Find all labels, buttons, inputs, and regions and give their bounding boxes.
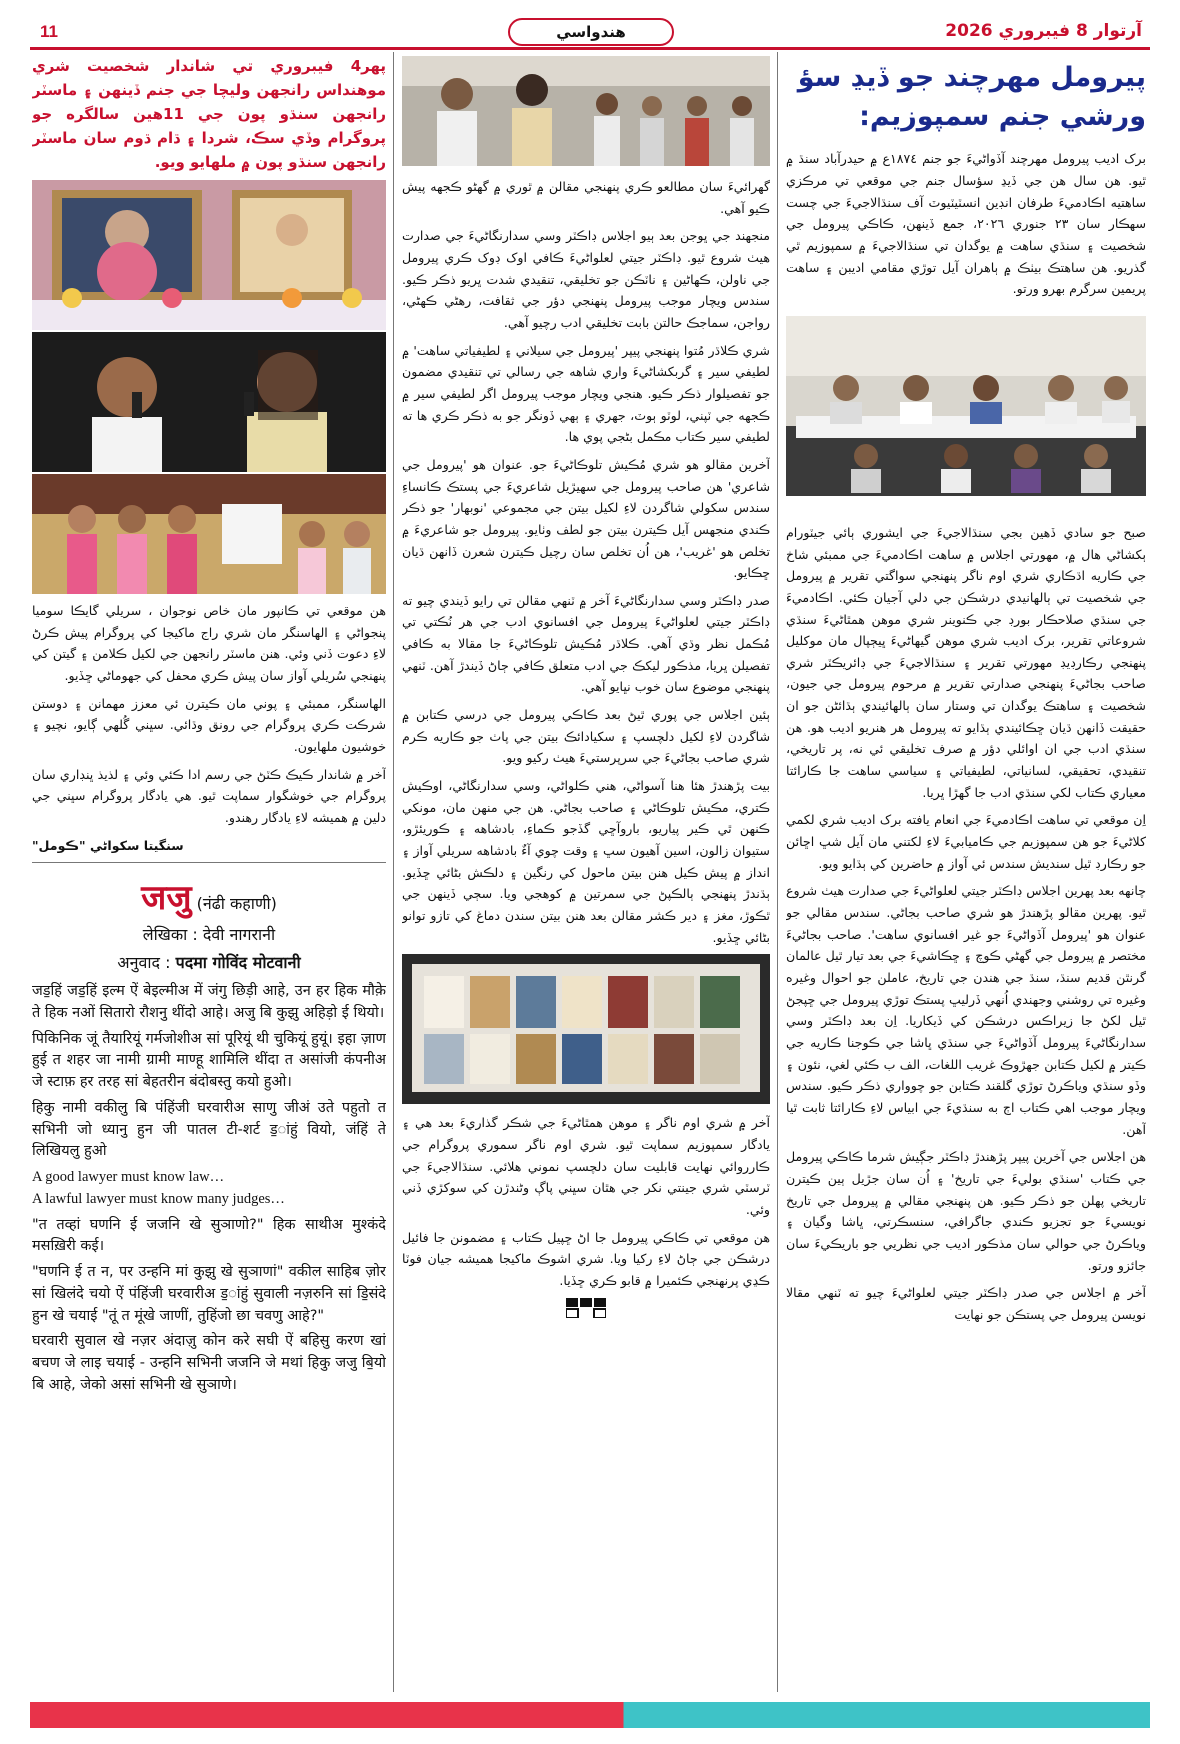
article-conclusion	[402, 1112, 770, 1291]
story-subtitle: (नंढी कहाणी)	[196, 894, 277, 914]
article-intro	[786, 148, 1146, 300]
paragraph: شري ڪلاڌر مُتوا پنهنجي پيپر 'پيرومل جي سيلاني ۽ لطيفياتي ساهت' ۾ لطيفي سير ۽ گربکشاڻيءَ واري شاهه جي رسالي تي تنقيدي مضمون جو تفصيلوار ذڪر ڪيو. هنجي ويچار موجب پيرومل اگر لطيفي سير ۾ ڪجهه جي ٽپني، لوٽو ٻوٽ، جهري ۽ ٻهي ڏونگر جو به ذڪر ڪري ها ته لطيفي سير ڪتاب مڪمل بڻجي پوي ها.	[402, 342, 770, 445]
paragraph: घरवारी सुवाल खे नज़र अंदाज़ु कोन करे सघी ऐं बहिसु करण खां बचण जे लाइ चयाई - उन्हनि सभिनी जजनि जे मथां हिकु जजु बि॒यो बि आहे, जेको असां सभिनी खे सुञाणे।	[32, 1333, 386, 1393]
books-exhibition-photo	[402, 954, 770, 1104]
end-mark	[402, 1298, 770, 1322]
story-title-block	[32, 873, 386, 919]
event-intro: پهر4 فيبروري تي شاندار شخصيت شري موهنداس رانجهن وليچا جي جنم ڏينهن ۽ ماسٽر رانجهن سنڌو پون جي 11هين سالگره جو پروگرام وڏي سڪ، شردا ۽ ڌام ڌوم سان ماسٽر رانجهن سنڌو پون ۾ ملهايو ويو.	[32, 57, 386, 171]
right-column	[786, 58, 1146, 1698]
story-body	[32, 981, 386, 1397]
paragraph: صدر ڊاڪٽر وسي سدارنگاڻيءَ آخر ۾ ٽنهي مقالن تي رايو ڏيندي چيو ته ڊاڪٽر جيتي لعلواڻيءَ پيرومل جي افسانوي ادب جي هر نُڪتي تي مُڪمل نظر وڌي آهي. ڪلاڌر مُڪيش تلوڪاڻيءَ جا مقالا به ڪافي تفصيلن ڀريا، مذڪور ليکڪ جي ادب متعلق ڪافي ڄاڻ ڏيندڙ آهن. ٽنهي پنهنجي موضوع سان خوب نڀايو آهي.	[402, 592, 770, 695]
english-line: A lawful lawyer must know many judges…	[32, 1190, 285, 1207]
translator-name: पदमा गोविंद मोटवानी	[175, 953, 301, 973]
page-header	[30, 18, 1150, 46]
paragraph: برک اديب پيرومل مهرچند آڏواڻيءَ جو جنم ١٨٧٤ع ۾ حيدرآباد سنڌ ۾ ٿيو. هن سال هن جي ڏيڍ سؤسال جنم جي موقعي تي مرڪزي ساهتيه اڪادميءَ طرفان انڊين انسٽيٽيوٽ آف سنڌالاجيءَ جي چست سهڪار سان ٢٣ جنوري ٢٠٢٦، جمع ڏينهن، ڪاڪي پيرومل جي شخصيت ۽ سنڌي ساهت ۾ يوگدان تي سنڌالاجيءَ ۾ سمپوزيم ٿي گذريو. هن ساهتڪ بيٺڪ ۾ ٻاهران آيل توڙي مقامي اديبن ۽ ساهت پريمين سرگرم بهرو ورتو.	[786, 151, 1146, 297]
middle-column	[402, 56, 770, 1696]
article-continued	[402, 176, 770, 948]
column-divider	[393, 52, 394, 1692]
issue-date: آرتوار 8 فيبروري 2026	[945, 21, 1142, 41]
paragraph: هن اجلاس جي آخرين پيپر پڙهندڙ ڊاڪٽر جڳيش شرما ڪاڪي پيرومل جي ڪتاب 'سنڌي بوليءَ جي تاريخ' ۽ اُن سان جڙيل ٻين ڪيترن تاريخي پهلن جو ذڪر ڪيو. هن پنهنجي مقالي ۾ پيرومل جي تاريخ نويسيءَ جو تجزيو ڪندي جاگرافي، سنسڪرتي، ڀاشا وگيان ۽ وياڪرڻ جي حوالي سان مذڪور اديب جي نظريي جو باريڪيءَ سان جائزو ورتو.	[786, 1149, 1146, 1273]
seminar-panel-photo	[786, 316, 1146, 496]
paragraph: صبح جو سادي ڏهين بجي سنڌالاجيءَ جي ايشوري ٻائي جيٽورام ٻکشاڻي هال ۾، مهورتي اجلاس ۾ ساهت اڪادميءَ جي ممبئي شاخ جي ڪاريه اڌڪاري شري اوم ناگر پنهنجي سواگتي تقرير ۾ پيرومل جي شخصيت تي ٻالهانيدي درشڪن جي دلي آجيان ڪئي. اڪادميءَ جي سنڌي صلاحڪار بورڊ جي ڪنوينر شري موهن همٿاڻيءَ سنڌي شروعاتي تقرير، برک اديب شري موهن گيهاڻيءَ ڀيڄپال مان موکليل پنهنجي رڪارڊيڊ مهورتي تقرير ۽ سنڌالاجيءَ جي ڊائريڪٽر شري صاحب بجاڻيءَ پنهنجي صدارتي تقرير ۾ مرحوم پيرومل جي جيون، شخصيت ۽ ساهتڪ يوگدان تي وستار سان ٻالهائيندي ٻڌائڻن جو ان حقيقت ڏانهن ڌيان ڇڪائيندي ٻڌايو ته پيرومل هر هنريو اديب هو. هن سنڌي ادب جي ان اوائلي دؤر ۾ صرف تخليقي ئي نه، پر تاريخي، تنقيدي، تحقيقي، لسانياتي، لطيفياتي ۽ سياسي ساهت جا ڪارائتا معياري ڪتاب لکي سنڌي ادب جا گهڙا ڀريا.	[786, 524, 1146, 800]
paragraph: "त तव्हां घणनि ई जजनि खे सुञाणो?" हिक साथीअ मुश्कंदे मसख़िरी कई।	[32, 1216, 386, 1255]
column-divider	[777, 52, 778, 1692]
paragraph: जड॒हिं जड॒हिं इल्म ऐं बेइल्मीअ में जंगु छिड़ी आहे, उन हर हिक मौक़े ते हिक नओं सितारो रौशनु थींदो आहे। अजु बि कुझु अहिड़ो ई थियो।	[32, 983, 386, 1021]
paragraph: آخرين مقالو هو شري مُڪيش تلوڪاڻيءَ جو. عنوان هو 'پيرومل جي شاعري' هن صاحب پيرومل جي سهيڙيل شاعريءَ جي پستڪ ڪانساءِ سندس سکولي شاگردن لاءِ لکيل بيتن جي مجموعي 'نوبهار' جو ذڪر ڪندي منجهس آيل ڪيترن بيتن جو لطف وٺايو. پيرومل جو شاعريءَ ۾ تخلص هو 'غريب'، هن اُن تخلص سان رچيل ڪيترن شعرن ڏانهن ڌيان ڇڪايو.	[402, 456, 770, 581]
portrait-altar-photo	[32, 180, 386, 330]
translator-line	[32, 951, 386, 973]
left-column	[32, 54, 386, 1694]
story-title: जजु	[141, 878, 192, 919]
paragraph: اِن موقعي تي ساهت اڪادميءَ جي انعام يافته برک اديب شري لکمي کلاڻيءَ جو هن سمپوزيم جي ڪاميابيءَ لاءِ لکتني مان آيل شڀ اڇائن جو رڪارڊ ٿيل سنديش سندس ئي آواز ۾ حاضرين کي ٻڌايو ويو.	[786, 812, 1146, 871]
paragraph: گهرائيءَ سان مطالعو ڪري پنهنجي مقالن ۾ ٿوري ۾ گهڻو ڪجهه پيش ڪيو آهي.	[402, 179, 770, 216]
paragraph: آخر ۾ شاندار ڪيڪ ڪٽڻ جي رسم ادا ڪئي وئي ۽ لذيذ ڀنڊاري سان پروگرام جي خوشگوار سماپت ٿيو. هي يادگار پروگرام سڀني جي دلين ۾ هميشه لاءِ يادگار رهندو.	[32, 766, 386, 825]
translator-label: अनुवाद :	[117, 953, 171, 973]
audience-photo	[402, 56, 770, 166]
end-ornament-icon	[566, 1298, 606, 1318]
paragraph: "घणनि ई त न, पर उन्हनि मां कुझु खे सुञाणां" वकील साहिब ज़ोर सां खिलंदे चयो ऐं पंहिंजी घरवारीअ ड॒ांहुं सुवाली नज़रुनि सां डि॒संदे हुन खे चयाई "तूं त मूंखे जाणीं, तुहिंजो छा चवणु आहे?"	[32, 1264, 386, 1324]
paragraph: ٻئين اجلاس جي پوري ٿيڻ بعد ڪاڪي پيرومل جي درسي ڪتابن ۾ شاگردن لاءِ لکيل دلچسپ ۽ سکيادائڪ بيتن جي پاٺ جو ڪاريه ڪرم شري صاحب بجاڻيءَ جي سرپرستيءَ هيٺ رکيو ويو.	[402, 707, 770, 766]
byline: سنگيتا سکواڻي "ڪومل"	[32, 837, 184, 853]
header-rule	[30, 47, 1150, 50]
paragraph: بيت پڙهندڙ هئا هنا آسواڻي، هني ڪلواڻي، وسي سدارنگاڻي، اوڪيش ڪتري، مڪيش تلوڪاڻي ۽ صاحب بجاڻي. هن جي منهن مان، مونکي ڪنهن ٿي ڪير پياريو، باروآڇي گڏجو ڪماءِ، بادشاهه ۽ ڪوريئڙو، ستيوان زالون، اسين آهيون سڀ ۽ وقت چوي آءٌ بادشاهه سريلي آواز ۽ انداز ۾ پيش ڪيل هنن بيتن ماحول کي رنگين ۽ دلڪش بڻائي ڇڏيو. ٻڌندڙ پنهنجي ٻالڪپڻ جي سمرتين ۾ کوهجي ويا. سڄي ڏينهن جي ٿڪوڙ، مغز ۽ دير ڪشر مقالن بعد هنن بيتن سندن دماغ کي تازو توانو بڻائي ڇڏيو.	[402, 778, 770, 945]
paragraph: آخر ۾ اجلاس جي صدر ڊاڪٽر جيتي لعلواڻيءَ چيو ته ٽنهي مقالا نويسن پيرومل جي پستڪن جو نهايت	[786, 1285, 1146, 1322]
footer-color-bar	[30, 1702, 1150, 1728]
paragraph: هن موقعي تي ڪاڪي پيرومل جا اڻ ڇپيل ڪتاب ۽ مضمونن جا فائيل درشڪن جي ڄاڻ لاءِ رکيا ويا. شري اشوڪ ماکيجا هميشه جيان فوٽا ڪڍي پرنهنجي ڪئميرا ۾ قابو ڪري ڇڏيا.	[402, 1229, 770, 1288]
paragraph: آخر ۾ شري اوم ناگر ۽ موهن همٿاڻيءَ جي شڪر گذاريءَ بعد هي ۽ يادگار سمپوزيم سماپت ٿيو. شري اوم ناگر سموري پروگرام جي ڪارروائي نهايت قابليت سان دلچسپ نموني هلائي. سنڌالاجيءَ جي ٽرسٽي شري جينتي نکر جي هٿان سڀني پاڳ وڻندڙن کي سوکڙي ڏني وئي.	[402, 1115, 770, 1217]
english-line: A good lawyer must know law…	[32, 1169, 225, 1186]
guests-photo	[32, 474, 386, 594]
section-divider	[32, 862, 386, 863]
masthead: هندواسي	[508, 18, 674, 46]
paragraph: منجهند جي ڀوجن بعد ٻيو اجلاس ڊاڪٽر وسي سدارنگاڻيءَ جي صدارت هيٺ شروع ٿيو. ڊاڪٽر جيتي لعلواڻيءَ ڪافي اوک ڊوک ڪري پيرومل جي ناولن، ڪهاڻين ۽ ناٽڪن جو تخليقي، تنقيدي شدت ڀريو ذڪر ڪيو. سندس ويچار موجب پيرومل پنهنجي دؤر جي ثقافت، رهڻي ڪهڻي، رواجن، سماجڪ حالتن بابت تخليقي ادب رچيو آهي.	[402, 228, 770, 330]
paragraph: الهاسنگر، ممبئي ۽ پوني مان ڪيترن ئي معزز مهمانن ۽ دوستن شرڪت ڪري پروگرام جي رونق وڌائي. سڀني گُلهي ڳايو، نچيو ۽ خوشيون ملهايون.	[32, 695, 386, 754]
singers-photo	[32, 332, 386, 472]
article-body	[786, 522, 1146, 1326]
paragraph: هن موقعي تي ڪانپور مان خاص نوجوان ، سريلي گايڪا سوميا پنجواڻي ۽ الهاسنگر مان شري راج ماکيجا کي پروگرام پيش ڪرڻ لاءِ دعوت ڏني وئي. هنن ماسٽر رانجهن جي لکيل ڪلامن ۽ گيتن کي پنهنجي سُريلي آواز سان پيش ڪري محفل کي جهوماڻي ڇڏيو.	[32, 603, 386, 683]
paragraph: چانهه بعد پهرين اجلاس ڊاڪٽر جيتي لعلواڻيءَ جي صدارت هيٺ شروع ٿيو. پهرين مقالو پڙهندڙ هو شري صاحب بجاڻي. سندس مقالي جو عنوان هو 'پيرومل آڏواڻيءَ جو غير افسانوي ساهت'. صاحب بجاڻيءَ مختصر ۾ پيرومل جي گهڻي ڪوچ ۽ ڇڪاشيءَ جي بعد تيار ٿيل عالمان گرنٿن قديم سنڌ، سنڌ جي هندن جي تاريخ، عاملن جو احوال وغيره وغيره تي روشني وجهندي اُنهي ڏرليڀ پستڪ توڙي پيرومل جي ڇپجڻ ٿيل لکڻ جا زيراڪس درشڪن کي ڏيکاريا. اِن بعد ڊاڪٽر وسي سدارنگاڻيءَ پيرومل آڏواڻيءَ جي سنڌي ڀاشا جي ڪوجنا ڪاريه جي ڪيتر ۾ لکيل ڪتابن جهڙوڪ غريب اللغات، الف ب ڪئي لغي، نئون ۽ وڏو سنڌي وياڪرڻ توڙي گلقند ڪتابن جو چوواري ذڪر ڪيو. سندس ويچار موجب اهي ڪتاب اڄ به سنڌيءَ جي ابياس لاءِ ڪارائتا ثابت ٿيا آهن.	[786, 883, 1146, 1137]
paragraph: हिकु नामी वकीलु बि पंहिंजी घरवारीअ साणु जीअं उते पहुतो त सभिनी जो ध्यानु हुन जी पातल टी-शर्ट ड॒ांहुं वियो, जंहिं ते लिखियलु हुओ	[32, 1099, 386, 1160]
page-number: 11	[40, 22, 58, 41]
paragraph: पिकिनिक जूं तैयारियूं गर्मजोशीअ सां पूरियूं थी चुकियूं हुयूं। इहा ज़ाण हुई त शहर जा नामी ग्रामी माण्हू शामिलि थींदा त असांजी कंपनीअ जे स्टाफ़ हर तरह सां बेहतरीन बंदोबस्तु कयो हुओ।	[32, 1030, 386, 1091]
event-article	[32, 600, 386, 856]
article-headline: پيرومل مهرچند جو ڏيڍ سؤ ورشي جنم سمپوزيم:	[797, 62, 1146, 133]
author-line: लेखिका : देवी नागरानी	[142, 925, 276, 945]
